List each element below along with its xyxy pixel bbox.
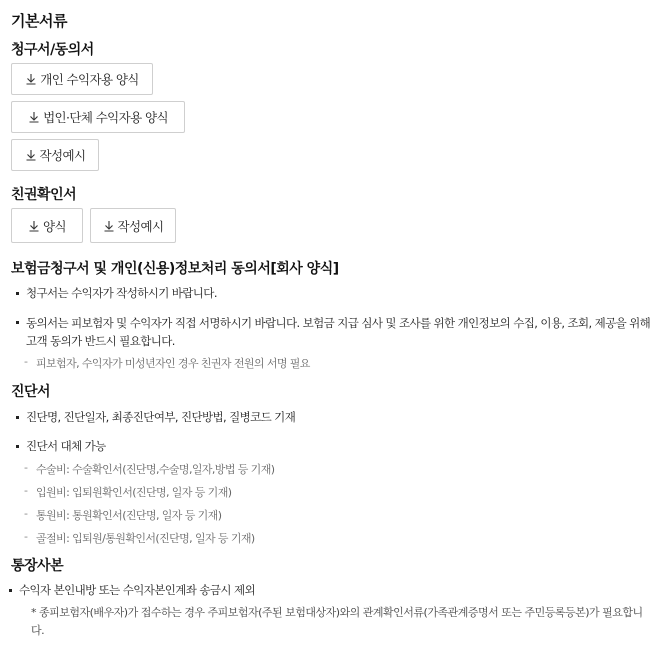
button-label: 양식 [43,218,66,234]
sub-item: - 골절비: 입퇴원/통원확인서(진단명, 일자 등 기재) [36,530,255,546]
download-icon [25,149,37,161]
sub-item: - 수술비: 수술확인서(진단명,수술명,일자,방법 등 기재) [36,461,274,477]
list-item: 수익자 본인내방 또는 수익자본인계좌 송금시 제외 [19,583,255,597]
download-icon [25,73,37,85]
family-cert-heading: 친권확인서 [11,187,77,203]
download-icon [28,111,40,123]
list-item [26,314,652,350]
download-family-form-button[interactable] [11,208,83,243]
button-label: 법인·단체 수익자용 양식 [43,110,168,125]
sub-item: - 통원비: 통원확인서(진단명, 일자 등 기재) [36,507,221,523]
download-corporate-form-button[interactable] [11,101,185,133]
diagnosis-heading: 진단서 [11,384,51,400]
download-icon [28,220,40,232]
button-label: 개인 수익자용 양식 [40,72,139,87]
download-icon [103,220,115,232]
sub-item: - 입원비: 입퇴원확인서(진단명, 일자 등 기재) [36,484,231,500]
download-family-example-button[interactable] [90,208,176,243]
list-item: 청구서는 수익자가 작성하시기 바랍니다. [26,286,217,300]
list-item: 진단서 대체 가능 [26,439,106,453]
note-text: * 종피보험자(배우자)가 접수하는 경우 주피보험자(주된 보험대상자)와의 관계확인서류(가족관계증명서 또는 주민등록등본)가 필요합니다. [31,606,643,637]
download-individual-form-button[interactable] [11,63,153,95]
list-item-text: 동의서는 피보험자 및 수익자가 직접 서명하시기 바랍니다. 보험금 지급 심사 및 조사를 위한 개인정보의 수집, 이용, 조회, 제공을 위해 고객 동의가 반드시 필요합니다. [26,316,651,348]
sub-item: - 피보험자, 수익자가 미성년자인 경우 친권자 전원의 서명 필요 [36,355,310,371]
bankbook-heading: 통장사본 [11,558,64,574]
insurance-claim-heading: 보험금청구서 및 개인(신용)정보처리 동의서[회사 양식] [11,261,339,277]
list-item: 진단명, 진단일자, 최종진단여부, 진단방법, 질병코드 기재 [26,410,296,424]
button-label: 작성예시 [39,148,86,163]
download-claim-example-button[interactable] [11,139,99,171]
claim-consent-heading: 청구서/동의서 [11,42,94,58]
bullet-dot [16,321,19,324]
button-label: 작성예시 [117,218,164,234]
page-title: 기본서류 [11,12,67,30]
